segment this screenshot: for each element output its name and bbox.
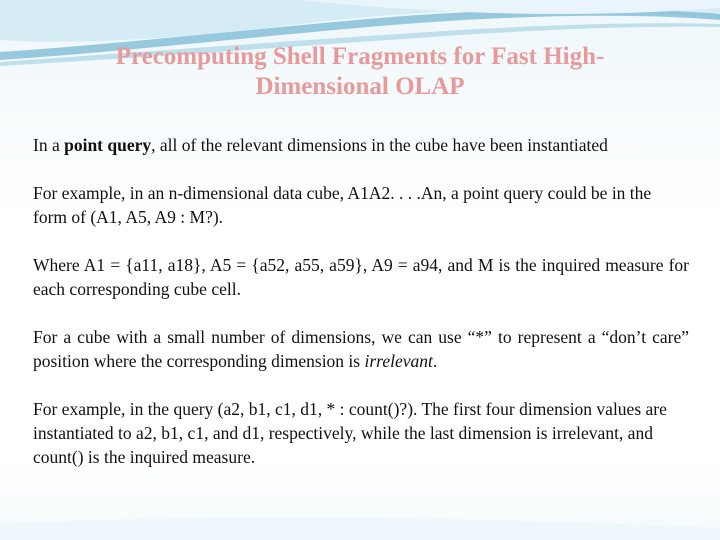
slide-title [40,42,680,102]
example-paragraph: For example, in an n-dimensional data cube, A1A2. . . .An, a point query could be in the form of (A1, A5, A9 : M?). [33,183,652,227]
p1-text-post: , all of the relevant dimensions in the cube have been instantiated [151,135,608,155]
footer-decoration [0,500,720,540]
p4-text-post: . [432,351,438,371]
slide-body [33,133,689,469]
p1-text-pre: In a [33,135,65,155]
title-line-2: Dimensional OLAP [255,73,465,100]
dont-care-paragraph [33,325,689,373]
point-query-definition [33,133,689,157]
point-query-term: point query [64,135,152,155]
title-line-1: Precomputing Shell Fragments for Fast High- [115,43,605,70]
where-paragraph: Where A1 = {a11, a18}, A5 = {a52, a55, a59}, A9 = a94, and M is the inquired measure for each corresponding cube cell. [33,255,689,299]
irrelevant-term: irrelevant [364,351,433,371]
query-example-paragraph: For example, in the query (a2, b1, c1, d1, * : count()?). The first four dimension values are instantiated to a2, b1, c1, and d1, respectively, while the last dimension is irrelevant, and count() is the inquired measure. [33,399,667,467]
p4-text-pre: For a cube with a small number of dimensions, we can use “*” to represent a “don’t care” position where the corresponding dimension is [33,327,689,371]
